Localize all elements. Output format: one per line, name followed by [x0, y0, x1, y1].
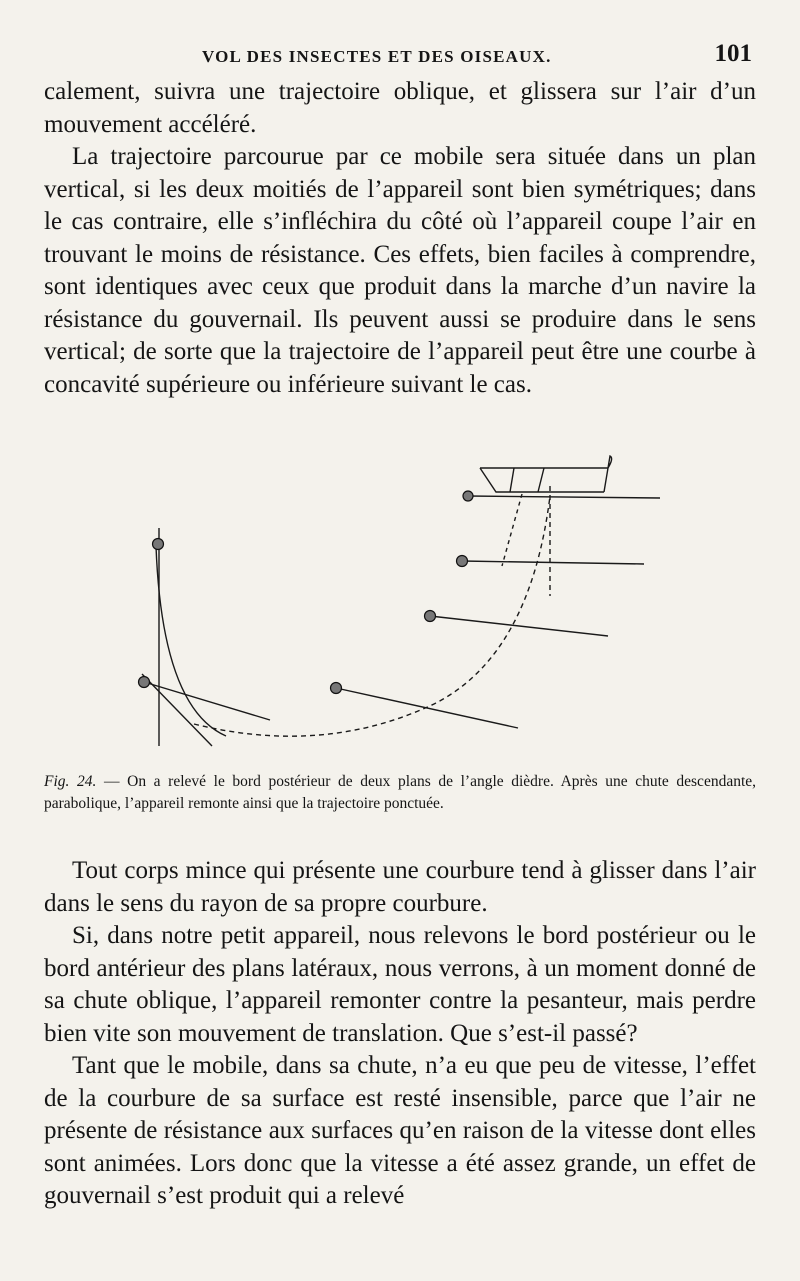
descent-parabola-path — [156, 546, 226, 736]
body-position-3 — [331, 683, 342, 694]
bottom-text-block — [44, 855, 756, 1213]
paragraph-trajectory: La trajectoire parcourue par ce mobile sera située dans un plan vertical, si les deux moitiés de l’appareil sont bien symétriques; dans le cas contraire, elle s’infléchira du côté où l’appareil coupe l’air en trouvant le moins de résistance. Ces effets, bien faciles à comprendre, sont identiques avec ceux que produit dans la marche d’un navire la résistance du gouvernail. Ils peuvent aussi se produire dans le sens vertical; de sorte que la trajectoire de l’appareil peut être une courbe à concavité supérieure ou inférieure suivant le cas. — [44, 143, 756, 398]
paragraph-continuation: calement, suivra une trajectoire oblique, et glissera sur l’air d’un mouvement accéléré. — [44, 78, 756, 138]
body-position-1 — [153, 539, 164, 550]
figure-caption-text: — On a relevé le bord postérieur de deux plans de l’angle dièdre. Après une chute descendante, parabolique, l’appareil remonte ainsi que la trajectoire ponctuée. — [44, 773, 757, 812]
apparatus-sketch — [480, 456, 612, 492]
page-number: 101 — [714, 40, 752, 67]
body-position-2 — [139, 677, 150, 688]
apparatus-base — [480, 468, 604, 492]
paragraph-explanation: Tant que le mobile, dans sa chute, n’a eu que peu de vitesse, l’effet de la courbure de sa surface est resté insensible, parce que l’air ne présente de résistance aux surfaces qu’en raison de la vitesse dont elles sont animées. Lors donc que la vitesse a été assez grande, un effet de gouvernail s’est produit qui a relevé — [44, 1052, 756, 1209]
page-header — [44, 40, 756, 74]
dashed-drop-line-2 — [502, 494, 522, 566]
body-position-6 — [463, 491, 473, 501]
figure-24 — [44, 446, 756, 776]
apparatus-struts — [510, 468, 544, 492]
top-text-block — [44, 76, 756, 401]
figure-24-diagram — [44, 446, 756, 776]
attitude-line-3 — [430, 616, 608, 636]
paragraph-curvature: Tout corps mince qui présente une courbure tend à glisser dans l’air dans le sens du rayon de sa propre courbure. — [44, 857, 756, 917]
figure-label: Fig. 24. — [44, 773, 97, 790]
dotted-trajectory-path — [194, 496, 550, 736]
attitude-line-2 — [336, 688, 518, 728]
attitude-line-1 — [144, 682, 270, 720]
paragraph-experiment: Si, dans notre petit appareil, nous relevons le bord postérieur ou le bord antérieur des plans latéraux, nous verrons, à un moment donné de sa chute oblique, l’appareil remonter contre la pesanteur, mais perdre bien vite son mouvement de translation. Que s’est-il passé? — [44, 922, 756, 1047]
running-title: VOL DES INSECTES ET DES OISEAUX. — [202, 47, 552, 66]
figure-caption — [44, 771, 756, 815]
attitude-line-4 — [462, 561, 644, 564]
body-position-4 — [425, 611, 436, 622]
body-position-5 — [457, 556, 468, 567]
attitude-line-5 — [468, 496, 660, 498]
